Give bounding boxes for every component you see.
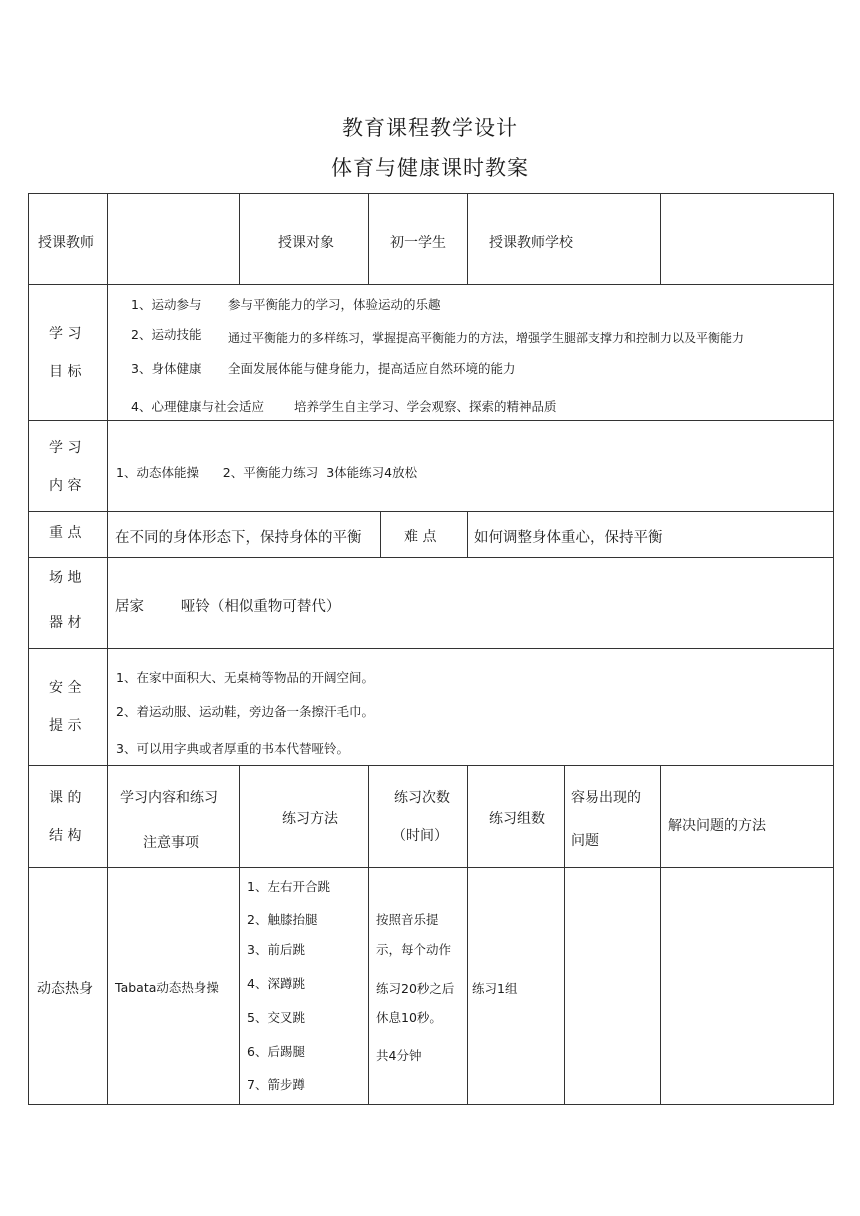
content-label-1: 学 习 — [49, 440, 82, 456]
target-label-cell — [239, 193, 369, 285]
venue-label-2: 器 材 — [49, 615, 82, 631]
warmup-method: 2、触膝抬腿 — [247, 912, 318, 927]
warmup-groups-cell — [467, 867, 565, 1105]
objective-name: 3、身体健康 — [131, 361, 202, 376]
teacher-value-cell — [107, 193, 240, 285]
structure-label-1: 课 的 — [49, 790, 82, 806]
col-groups-header — [467, 765, 565, 868]
venue-label-1: 场 地 — [49, 570, 82, 586]
school-value-cell — [660, 193, 834, 285]
difficulty-label-cell — [380, 511, 468, 558]
safety-label-1: 安 全 — [49, 680, 82, 696]
safety-content-cell — [107, 648, 834, 766]
safety-label-2: 提 示 — [49, 718, 82, 734]
warmup-content-cell — [107, 867, 240, 1105]
col-count-header — [368, 765, 468, 868]
warmup-label: 动态热身 — [37, 981, 93, 997]
document-subtitle: 体育与健康课时教案 — [331, 156, 529, 180]
safety-item: 2、着运动服、运动鞋，旁边备一条擦汗毛巾。 — [116, 704, 374, 719]
objective-text: 全面发展体能与健身能力，提高适应自然环境的能力 — [228, 361, 516, 376]
col-count-line2: （时间） — [392, 828, 448, 844]
col-solution-header — [660, 765, 834, 868]
objective-text: 通过平衡能力的多样练习，掌握提高平衡能力的方法，增强学生腿部支撑力和控制力以及平衡能力 — [228, 331, 745, 345]
warmup-method: 3、前后跳 — [247, 942, 305, 957]
col-method-label: 练习方法 — [282, 811, 338, 827]
warmup-method: 4、深蹲跳 — [247, 976, 305, 991]
content-label-2: 内 容 — [49, 478, 82, 494]
col-problem-line2: 问题 — [571, 833, 599, 849]
warmup-content: Tabata动态热身操 — [115, 980, 219, 995]
structure-label-2: 结 构 — [49, 828, 82, 844]
col-solution-label: 解决问题的方法 — [668, 818, 766, 834]
warmup-count-cell — [368, 867, 468, 1105]
objectives-label-1: 学 习 — [49, 326, 82, 342]
warmup-label-cell — [28, 867, 108, 1105]
col-count-line1: 练习次数 — [394, 790, 450, 806]
safety-item: 1、在家中面积大、无桌椅等物品的开阔空间。 — [116, 670, 374, 685]
objective-name: 2、运动技能 — [131, 327, 202, 342]
target-value-cell — [368, 193, 468, 285]
objective-text: 培养学生自主学习、学会观察、探索的精神品质 — [294, 399, 557, 414]
difficulty-value-cell — [467, 511, 834, 558]
venue-text: 居家 哑铃（相似重物可替代） — [115, 599, 341, 615]
warmup-method: 6、后踢腿 — [247, 1044, 305, 1059]
key-label: 重 点 — [49, 525, 82, 541]
col-content-line1: 学习内容和练习 — [120, 790, 218, 806]
col-content-header — [107, 765, 240, 868]
col-content-line2: 注意事项 — [143, 835, 199, 851]
safety-item: 3、可以用字典或者厚重的书本代替哑铃。 — [116, 741, 349, 756]
difficulty-label: 难 点 — [404, 529, 437, 545]
teacher-label-cell — [28, 193, 108, 285]
school-label: 授课教师学校 — [489, 235, 573, 251]
col-problem-header — [564, 765, 661, 868]
safety-label-cell — [28, 648, 108, 766]
warmup-count-line: 练习20秒之后 — [376, 981, 455, 996]
warmup-method-cell — [239, 867, 369, 1105]
venue-label-cell — [28, 557, 108, 649]
objectives-label-cell — [28, 284, 108, 421]
warmup-method: 7、箭步蹲 — [247, 1077, 305, 1092]
warmup-count-line: 示，每个动作 — [376, 942, 452, 957]
warmup-method: 1、左右开合跳 — [247, 879, 330, 894]
key-label-cell — [28, 511, 108, 558]
objective-text: 参与平衡能力的学习，体验运动的乐趣 — [228, 297, 441, 312]
col-method-header — [239, 765, 369, 868]
target-value: 初一学生 — [390, 235, 446, 251]
venue-value-cell — [107, 557, 834, 649]
difficulty-text: 如何调整身体重心，保持平衡 — [474, 530, 663, 546]
objective-name: 1、运动参与 — [131, 297, 202, 312]
warmup-count-line: 休息10秒。 — [376, 1010, 442, 1025]
col-groups-label: 练习组数 — [489, 811, 545, 827]
target-label: 授课对象 — [278, 235, 334, 251]
school-label-cell — [467, 193, 661, 285]
content-label-cell — [28, 420, 108, 512]
warmup-groups: 练习1组 — [472, 981, 518, 996]
objective-name: 4、心理健康与社会适应 — [131, 399, 264, 414]
warmup-solution-cell — [660, 867, 834, 1105]
col-problem-line1: 容易出现的 — [571, 790, 641, 806]
objectives-content-cell — [107, 284, 834, 421]
content-text: 1、动态体能操 2、平衡能力练习 3体能练习4放松 — [116, 465, 418, 480]
key-text: 在不同的身体形态下，保持身体的平衡 — [115, 530, 362, 546]
content-value-cell — [107, 420, 834, 512]
warmup-problem-cell — [564, 867, 661, 1105]
teacher-label: 授课教师 — [38, 235, 94, 251]
warmup-count-line: 共4分钟 — [376, 1048, 422, 1063]
structure-label-cell — [28, 765, 108, 868]
key-value-cell — [107, 511, 381, 558]
warmup-method: 5、交叉跳 — [247, 1010, 305, 1025]
document-title: 教育课程教学设计 — [342, 116, 518, 140]
objectives-label-2: 目 标 — [49, 364, 82, 380]
warmup-count-line: 按照音乐提 — [376, 912, 439, 927]
